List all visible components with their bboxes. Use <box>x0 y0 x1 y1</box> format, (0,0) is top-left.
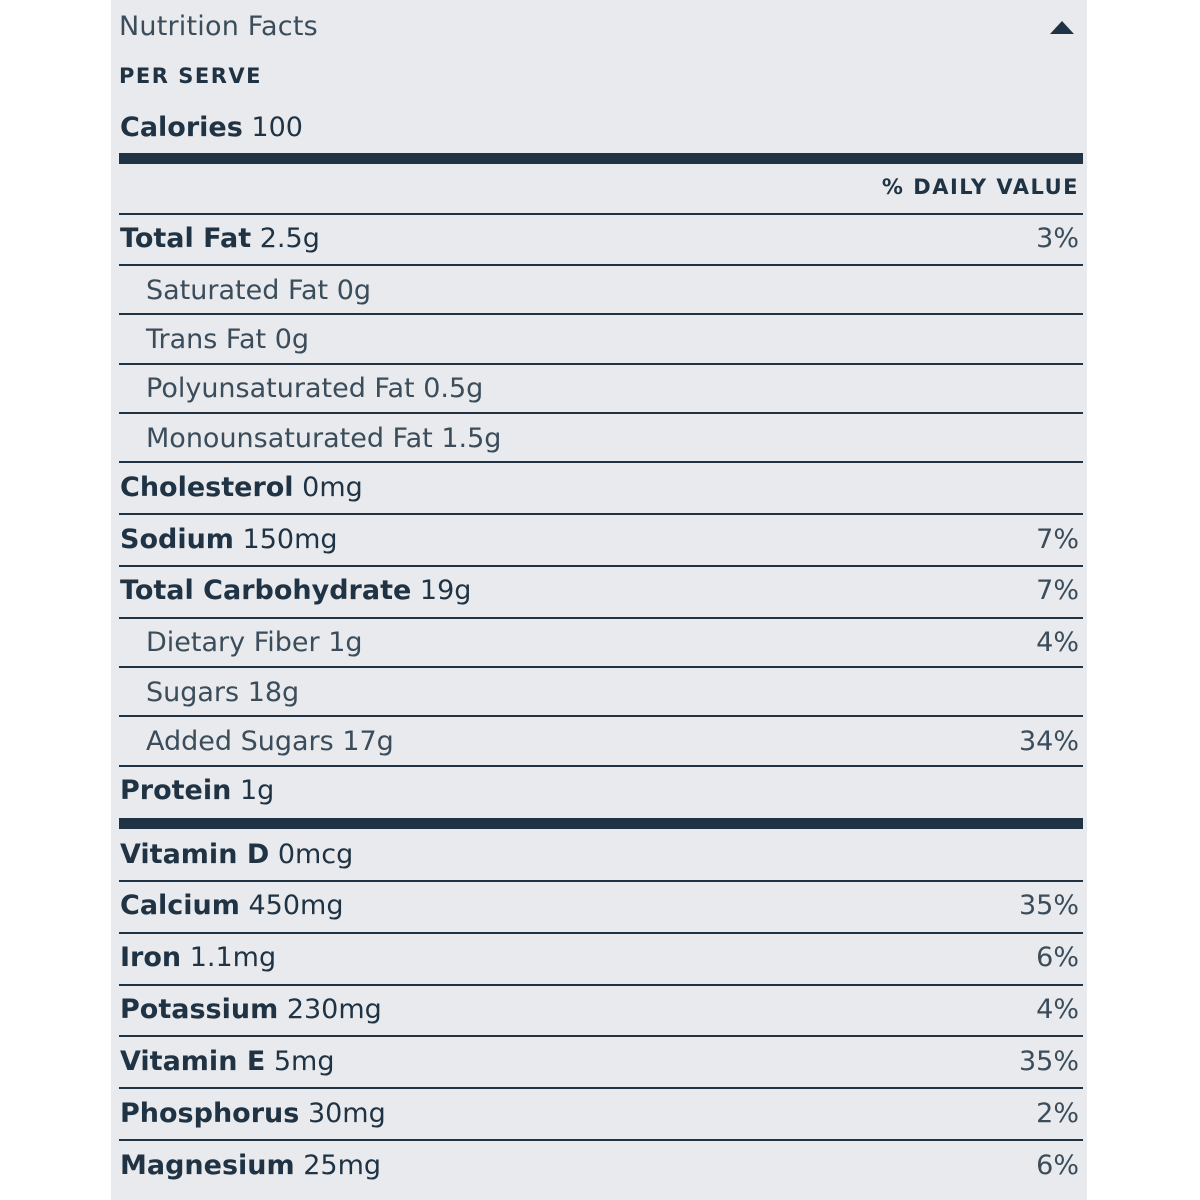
divider <box>119 617 1083 619</box>
nutrient-name: Calcium <box>120 890 240 921</box>
nutrient-name: Phosphorus <box>120 1098 300 1129</box>
nutrient-name: Polyunsaturated Fat <box>146 373 415 404</box>
nutrition-facts-panel <box>111 0 1087 1200</box>
vitamin-row-vitamin-e <box>119 1043 1079 1083</box>
divider <box>119 1139 1083 1141</box>
nutrient-amount: 17g <box>342 726 394 757</box>
divider <box>119 765 1083 767</box>
nutrient-row-monounsaturated-fat <box>119 420 1079 460</box>
nutrient-name: Vitamin E <box>120 1046 266 1077</box>
serving-label: PER SERVE <box>119 64 262 88</box>
nutrient-label <box>146 422 501 456</box>
nutrient-label <box>146 626 363 660</box>
nutrient-name: Trans Fat <box>146 324 267 355</box>
nutrient-amount: 19g <box>419 575 472 606</box>
nutrient-amount: 0mcg <box>277 839 354 870</box>
daily-value-header: % DAILY VALUE <box>881 175 1079 199</box>
calories-label: Calories <box>120 112 243 143</box>
nutrient-daily-value: 3% <box>1036 223 1079 254</box>
nutrient-daily-value: 4% <box>1036 994 1079 1025</box>
thick-divider <box>119 153 1083 164</box>
nutrient-name: Saturated Fat <box>146 275 329 306</box>
thick-divider <box>119 818 1083 829</box>
collapse-toggle-button[interactable] <box>1047 14 1077 40</box>
nutrient-label <box>146 323 309 357</box>
nutrient-daily-value: 34% <box>1018 726 1079 757</box>
nutrient-daily-value: 6% <box>1036 1150 1079 1181</box>
nutrient-name: Magnesium <box>120 1150 295 1181</box>
nutrient-amount: 2.5g <box>259 223 320 254</box>
nutrient-name: Sugars <box>146 677 240 708</box>
divider <box>119 715 1083 717</box>
nutrient-amount: 0mg <box>302 472 363 503</box>
nutrient-row-added-sugars <box>119 723 1079 763</box>
nutrient-label <box>120 1045 334 1079</box>
vitamin-row-phosphorus <box>119 1095 1079 1135</box>
nutrient-label <box>120 1097 386 1131</box>
nutrient-daily-value: 7% <box>1036 575 1079 606</box>
nutrient-row-protein <box>119 772 1079 812</box>
nutrient-label <box>120 523 338 557</box>
nutrient-amount: 18g <box>247 677 300 708</box>
vitamin-row-potassium <box>119 991 1079 1031</box>
nutrient-label <box>146 372 483 406</box>
nutrition-header[interactable] <box>119 10 1077 46</box>
nutrient-name: Monounsaturated Fat <box>146 423 433 454</box>
nutrient-amount: 0.5g <box>423 373 484 404</box>
nutrient-name: Protein <box>120 775 232 806</box>
nutrient-amount: 1g <box>239 775 275 806</box>
divider <box>119 313 1083 315</box>
nutrient-row-dietary-fiber <box>119 624 1079 664</box>
divider <box>119 666 1083 668</box>
nutrient-row-saturated-fat <box>119 272 1079 312</box>
nutrient-amount: 5mg <box>273 1046 335 1077</box>
vitamin-row-vitamin-d <box>119 836 1079 876</box>
nutrient-amount: 0g <box>336 275 372 306</box>
nutrition-title: Nutrition Facts <box>119 11 318 42</box>
nutrient-name: Potassium <box>120 994 279 1025</box>
nutrient-name: Dietary Fiber <box>146 627 320 658</box>
nutrient-label <box>120 993 382 1027</box>
nutrient-daily-value: 35% <box>1018 1046 1079 1077</box>
triangle-up-icon <box>1050 21 1074 34</box>
nutrient-daily-value: 7% <box>1036 524 1079 555</box>
divider <box>119 1087 1083 1089</box>
vitamin-row-magnesium <box>119 1147 1079 1187</box>
nutrient-name: Iron <box>120 942 182 973</box>
nutrient-label <box>146 725 394 759</box>
nutrient-amount: 150mg <box>242 524 338 555</box>
divider <box>119 565 1083 567</box>
calories-value: 100 <box>251 112 303 143</box>
nutrient-amount: 450mg <box>248 890 344 921</box>
nutrient-name: Vitamin D <box>120 839 270 870</box>
nutrient-row-trans-fat <box>119 321 1079 361</box>
nutrient-name: Sodium <box>120 524 234 555</box>
nutrient-label <box>120 1149 381 1183</box>
nutrient-row-sodium <box>119 521 1079 561</box>
nutrient-daily-value: 4% <box>1036 627 1079 658</box>
nutrient-label <box>120 774 274 808</box>
vitamin-row-calcium <box>119 887 1079 927</box>
nutrient-amount: 25mg <box>303 1150 382 1181</box>
nutrient-name: Cholesterol <box>120 472 294 503</box>
nutrient-label <box>120 889 343 923</box>
nutrient-row-total-carbohydrate <box>119 572 1079 612</box>
divider <box>119 264 1083 266</box>
divider <box>119 461 1083 463</box>
nutrient-name: Added Sugars <box>146 726 334 757</box>
nutrient-label <box>146 676 299 710</box>
nutrient-label <box>120 941 276 975</box>
nutrient-row-sugars <box>119 674 1079 714</box>
nutrient-amount: 0g <box>274 324 310 355</box>
divider <box>119 363 1083 365</box>
nutrient-label <box>120 222 320 256</box>
nutrient-label <box>120 838 353 872</box>
nutrient-label <box>146 274 371 308</box>
divider <box>119 880 1083 882</box>
divider <box>119 984 1083 986</box>
nutrient-amount: 230mg <box>286 994 382 1025</box>
nutrient-label <box>120 471 363 505</box>
nutrient-amount: 30mg <box>307 1098 386 1129</box>
nutrient-name: Total Carbohydrate <box>120 575 412 606</box>
nutrient-daily-value: 35% <box>1018 890 1079 921</box>
divider <box>119 932 1083 934</box>
nutrient-name: Total Fat <box>120 223 252 254</box>
nutrient-row-total-fat <box>119 220 1079 260</box>
calories-row <box>120 110 303 146</box>
nutrient-label <box>120 574 471 608</box>
nutrient-daily-value: 2% <box>1036 1098 1079 1129</box>
vitamin-row-iron <box>119 939 1079 979</box>
nutrient-row-cholesterol <box>119 469 1079 509</box>
nutrient-amount: 1g <box>328 627 363 658</box>
divider <box>119 513 1083 515</box>
nutrient-amount: 1.5g <box>441 423 502 454</box>
divider <box>119 412 1083 414</box>
nutrient-row-polyunsaturated-fat <box>119 370 1079 410</box>
divider <box>119 1035 1083 1037</box>
nutrient-daily-value: 6% <box>1036 942 1079 973</box>
divider <box>119 213 1083 215</box>
nutrient-amount: 1.1mg <box>189 942 277 973</box>
